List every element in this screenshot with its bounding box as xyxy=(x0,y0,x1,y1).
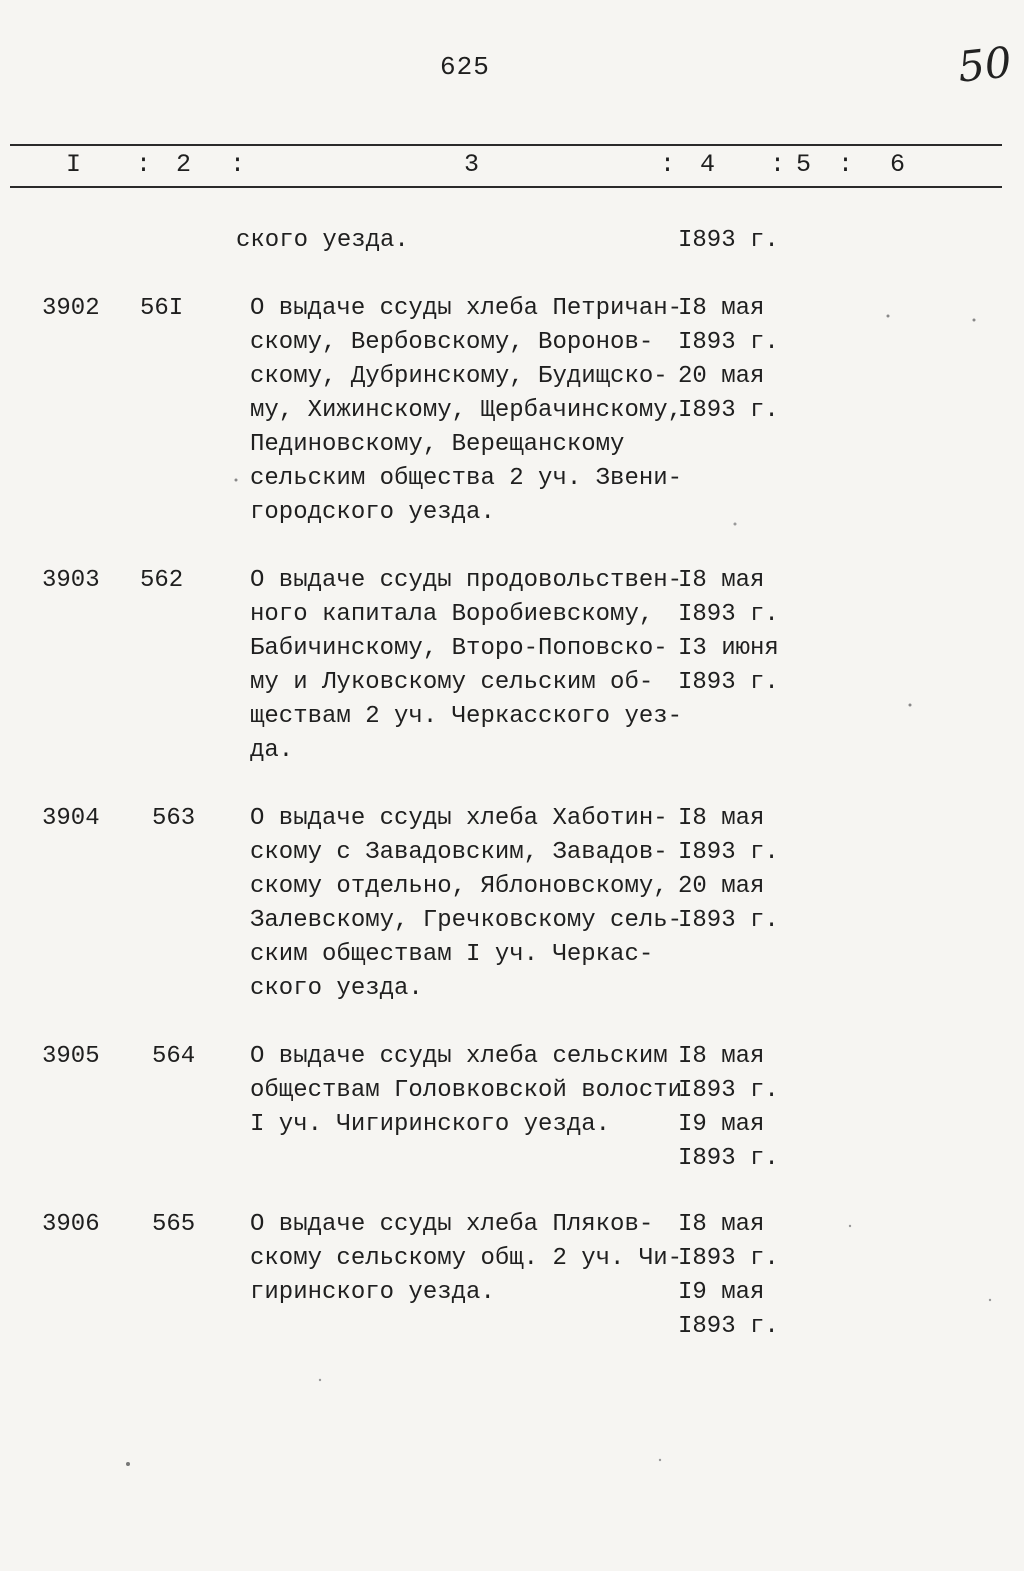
entry-description: О выдаче ссуды хлеба Хаботин- скому с Завадовским, Завадов- скому отдельно, Яблоновскому, Залевскому, Гречковскому сель- ским обществам I уч. Черкас- ского уезда. xyxy=(250,805,683,1002)
page-number: 625 xyxy=(440,52,490,82)
col-header-1: I xyxy=(66,150,82,179)
col-header-5: 5 xyxy=(796,150,812,179)
entry-dates: I8 мая I893 г. I9 мая I893 г. xyxy=(678,1043,779,1172)
entry-description: О выдаче ссуды хлеба Петричан- скому, Вербовскому, Воронов- скому, Дубринскому, Будищско- му, Хижинскому, Щербачинскому, Пединовскому, Верещанскому сельским общества 2 уч. Звени- городского уезда. xyxy=(250,295,683,526)
entry-list-number: 564 xyxy=(152,1043,196,1070)
entry-dates: I8 мая I893 г. I3 июня I893 г. xyxy=(678,567,779,696)
header-rule-top xyxy=(10,144,1002,146)
entry-dates: I8 мая I893 г. 20 мая I893 г. xyxy=(678,295,779,424)
entry-dates: I8 мая I893 г. 20 мая I893 г. xyxy=(678,805,779,934)
entry-number: 3904 xyxy=(42,805,100,832)
col-header-4: 4 xyxy=(700,150,716,179)
entry-description: О выдаче ссуды продовольствен- ного капитала Воробиевскому, Бабичинскому, Второ-Поповско- му и Луковскому сельским об- ществам 2 уч. Черкасского уез- да. xyxy=(250,567,683,764)
continuation-date: I893 г. xyxy=(678,227,779,254)
entry-number: 3903 xyxy=(42,567,100,594)
col-separator: : xyxy=(136,150,152,179)
entry-list-number: 563 xyxy=(152,805,196,832)
col-header-2: 2 xyxy=(176,150,192,179)
col-header-3: 3 xyxy=(464,150,480,179)
entry-list-number: 562 xyxy=(140,567,184,594)
col-separator: : xyxy=(660,150,676,179)
sheet-number-handwritten: 50 xyxy=(955,37,1014,92)
col-separator: : xyxy=(230,150,246,179)
entry-number: 3905 xyxy=(42,1043,100,1070)
col-header-6: 6 xyxy=(890,150,906,179)
entry-description: О выдаче ссуды хлеба Пляков- скому сельскому общ. 2 уч. Чи- гиринского уезда. xyxy=(250,1211,683,1306)
entry-number: 3902 xyxy=(42,295,100,322)
col-separator: : xyxy=(838,150,854,179)
entry-number: 3906 xyxy=(42,1211,100,1238)
entry-list-number: 56I xyxy=(140,295,184,322)
header-rule-bottom xyxy=(10,186,1002,188)
col-separator: : xyxy=(770,150,786,179)
continuation-description: ского уезда. xyxy=(236,227,409,254)
entry-list-number: 565 xyxy=(152,1211,196,1238)
entry-dates: I8 мая I893 г. I9 мая I893 г. xyxy=(678,1211,779,1340)
entry-description: О выдаче ссуды хлеба сельским обществам Головковской волости I уч. Чигиринского уезда. xyxy=(250,1043,683,1138)
